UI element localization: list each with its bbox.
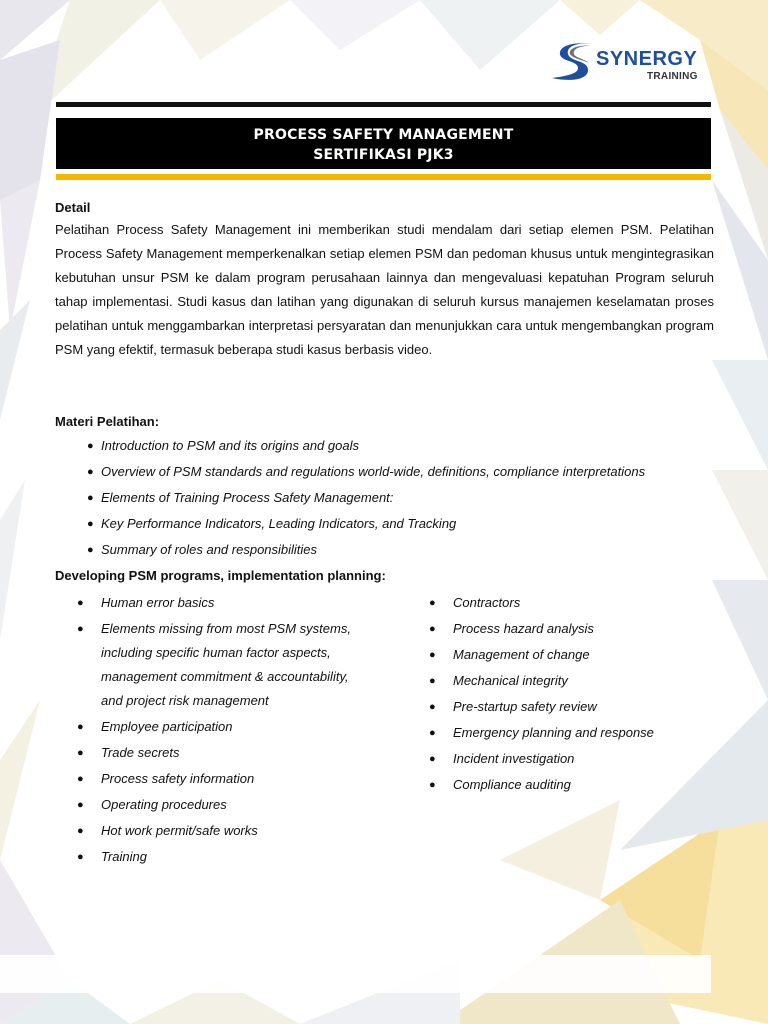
materi-heading: Materi Pelatihan: [55,414,160,429]
top-divider [56,102,711,107]
list-item-text: Emergency planning and response [453,725,654,740]
list-item-text: Management of change [453,647,590,662]
list-item-text: Training [101,849,148,864]
bullet-icon: ● [429,649,436,661]
list-item-text: Summary of roles and responsibilities [101,542,318,557]
list-item [55,741,385,765]
list-item-text: Compliance auditing [453,777,571,792]
bullet-icon: ● [77,773,84,785]
list-item [55,540,715,566]
list-item-text: Process safety information [101,771,255,786]
bullet-icon: ● [429,701,436,713]
synergy-training-logo [548,40,708,86]
list-item-text: Human error basics [101,595,215,610]
list-item [55,488,715,514]
accent-divider [56,174,711,180]
list-item-text: Elements of Training Process Safety Management: [101,490,394,505]
list-item-text: Contractors [453,595,521,610]
list-item-text: Pre-startup safety review [453,699,597,714]
page-subtitle: SERTIFIKASI PJK3 [313,147,454,163]
bullet-icon: ● [77,747,84,759]
bullet-icon: ● [429,779,436,791]
bullet-icon: ● [429,623,436,635]
list-item [55,793,385,817]
list-item-text: Trade secrets [101,745,180,760]
developing-heading: Developing PSM programs, implementation planning: [55,568,386,583]
list-item [55,462,715,488]
bullet-icon: ● [87,544,94,556]
logo-subtitle: TRAINING [647,71,698,82]
page-title: PROCESS SAFETY MANAGEMENT [253,127,514,143]
list-item [407,747,707,771]
list-item-text: Elements missing from most PSM systems, including specific human factor aspects, management commitment & accountability, and project risk management [101,621,351,708]
list-item [55,845,385,869]
bullet-icon: ● [429,675,436,687]
list-item [407,773,707,797]
detail-heading: Detail [55,200,91,215]
bullet-icon: ● [87,466,94,478]
list-item [407,643,707,667]
bullet-icon: ● [87,492,94,504]
bullet-icon: ● [87,518,94,530]
list-item [407,721,707,745]
bullet-icon: ● [77,825,84,837]
list-item [407,591,707,615]
list-item-text: Overview of PSM standards and regulations world-wide, definitions, compliance interpretations [101,464,646,479]
materi-list [55,436,715,566]
list-item [407,695,707,719]
list-item [55,767,385,791]
list-item [55,514,715,540]
list-item-text: Mechanical integrity [453,673,568,688]
list-item-text: Operating procedures [101,797,227,812]
developing-list-left [55,591,385,871]
synergy-swoosh-icon [548,40,598,86]
list-item [55,591,385,615]
list-item [55,819,385,843]
list-item [55,617,371,713]
bullet-icon: ● [429,597,436,609]
bullet-icon: ● [77,623,84,635]
list-item-text: Process hazard analysis [453,621,594,636]
bullet-icon: ● [77,799,84,811]
developing-list-right [407,591,707,799]
bullet-icon: ● [429,753,436,765]
list-item [407,669,707,693]
list-item-text: Hot work permit/safe works [101,823,258,838]
list-item-text: Key Performance Indicators, Leading Indicators, and Tracking [101,516,457,531]
list-item-text: Incident investigation [453,751,575,766]
bullet-icon: ● [77,721,84,733]
title-banner [56,118,711,169]
bullet-icon: ● [87,440,94,452]
list-item-text: Introduction to PSM and its origins and goals [101,438,359,453]
bullet-icon: ● [77,597,84,609]
logo-name: SYNERGY [596,48,698,70]
bullet-icon: ● [429,727,436,739]
footer-panel [0,955,711,993]
bullet-icon: ● [77,851,84,863]
list-item [55,715,385,739]
detail-paragraph: Pelatihan Process Safety Management ini memberikan studi mendalam dari setiap elemen PSM. Pelatihan Process Safety Management memperkenalkan setiap elemen PSM dan pedoman khusus untuk mengintegrasikan kebutuhan unsur PSM ke dalam program perusahaan lainnya dan mengevaluasi kepatuhan Program seluruh tahap implementasi. Studi kasus dan latihan yang digunakan di seluruh kursus manajemen keselamatan proses pelatihan untuk menggambarkan interpretasi persyaratan dan menunjukkan cara untuk mengembangkan program PSM yang efektif, termasuk beberapa studi kasus berbasis video. [55,222,714,357]
list-item-text: Employee participation [101,719,233,734]
list-item [407,617,707,641]
list-item [55,436,715,462]
